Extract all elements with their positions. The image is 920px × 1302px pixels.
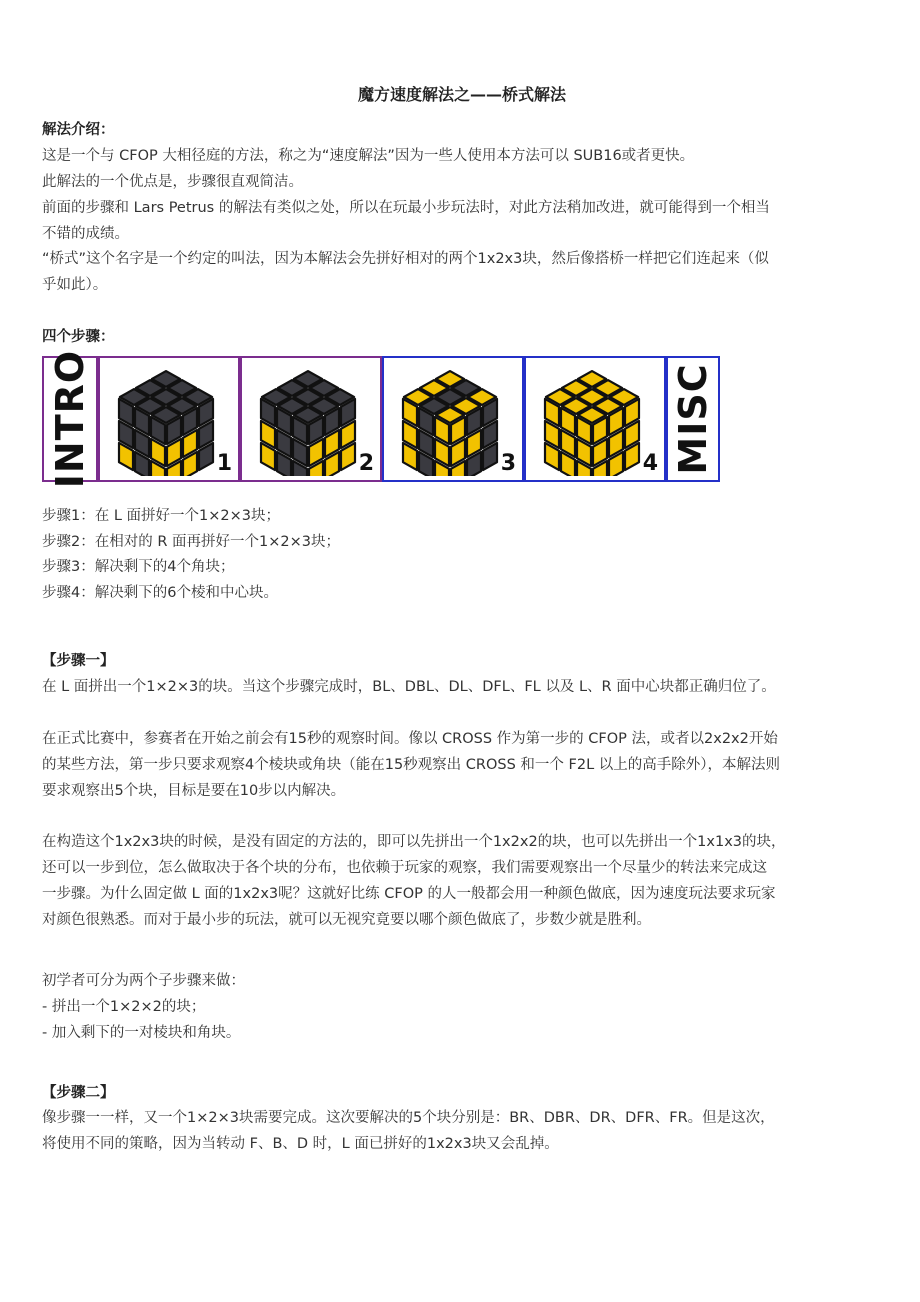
step1-text: 初学者可分为两个子步骤来做： — [42, 973, 245, 989]
intro-panel — [42, 349, 98, 489]
step1-text: 一步骤。为什么固定做 L 面的1x2x3呢？这就好比练 CFOP 的人一般都会用一种颜色做底，因为速度玩法要求玩家 — [42, 886, 776, 902]
cube-step4-icon — [532, 364, 652, 476]
intro-line: 乎如此）。 — [42, 277, 108, 293]
cube-panel-1 — [98, 356, 240, 482]
intro-line: 前面的步骤和 Lars Petrus 的解法有类似之处，所以在玩最小步玩法时，对此方法稍加改进，就可能得到一个相当 — [42, 200, 770, 216]
step2-heading: 【步骤二】 — [42, 1085, 115, 1101]
cube-step3-icon — [390, 364, 510, 476]
steps-list-item: 步骤4：解决剩下的6个棱和中心块。 — [42, 585, 278, 601]
intro-line: “桥式”这个名字是一个约定的叫法，因为本解法会先拼好相对的两个1x2x3块，然后像搭桥一样把它们连起来（似 — [42, 251, 769, 267]
step1-heading: 【步骤一】 — [42, 653, 115, 669]
intro-label: INTRO — [48, 349, 92, 489]
steps-list-item: 步骤1：在 L 面拼好一个1×2×3块； — [42, 508, 280, 524]
page-title: 魔方速度解法之——桥式解法 — [357, 85, 566, 104]
step1-text: - 加入剩下的一对棱块和角块。 — [42, 1025, 241, 1041]
step2-text: 像步骤一一样，又一个1×2×3块需要完成。这次要解决的5个块分别是：BR、DBR、DR、DFR、FR。但是这次， — [42, 1110, 775, 1126]
cube-step2-icon — [248, 364, 368, 476]
intro-line: 这是一个与 CFOP 大相径庭的方法，称之为“速度解法”因为一些人使用本方法可以 SUB16或者更快。 — [42, 148, 695, 164]
steps-list-item: 步骤3：解决剩下的4个角块； — [42, 559, 235, 575]
step1-text: 在 L 面拼出一个1×2×3的块。当这个步骤完成时，BL、DBL、DL、DFL、FL 以及 L、R 面中心块都正确归位了。 — [42, 679, 776, 695]
panel-number: 1 — [216, 451, 232, 476]
intro-heading: 解法介绍： — [42, 122, 115, 138]
cube-panel-4 — [524, 356, 666, 482]
step1-text: 在构造这个1x2x3块的时候，是没有固定的方法的，即可以先拼出一个1x2x2的块，也可以先拼出一个1x1x3的块， — [42, 834, 786, 850]
misc-label: MISC — [671, 363, 715, 475]
step1-text: 对颜色很熟悉。而对于最小步的玩法，就可以无视究竟要以哪个颜色做底了，步数少就是胜利。 — [42, 912, 651, 928]
cube-panel-3 — [382, 356, 524, 482]
misc-panel — [666, 356, 720, 482]
step1-text: 的某些方法，第一步只要求观察4个棱块或角块（能在15秒观察出 CROSS 和一个 F2L 以上的高手除外），本解法则 — [42, 757, 781, 773]
step1-text: 在正式比赛中，参赛者在开始之前会有15秒的观察时间。像以 CROSS 作为第一步的 CFOP 法，或者以2x2x2开始 — [42, 731, 778, 747]
steps-heading: 四个步骤： — [42, 329, 115, 345]
panel-number: 3 — [500, 451, 516, 476]
step1-text: - 拼出一个1×2×2的块； — [42, 999, 206, 1015]
cube-panel-2 — [240, 356, 382, 482]
steps-list-item: 步骤2：在相对的 R 面再拼好一个1×2×3块； — [42, 534, 340, 550]
cube-step1-icon — [106, 364, 226, 476]
step2-text: 将使用不同的策略，因为当转动 F、B、D 时，L 面已拼好的1x2x3块又会乱掉。 — [42, 1136, 559, 1152]
intro-line: 不错的成绩。 — [42, 226, 129, 242]
intro-line: 此解法的一个优点是，步骤很直观简洁。 — [42, 174, 303, 190]
panel-number: 4 — [642, 451, 658, 476]
steps-banner-image — [42, 349, 730, 489]
step1-text: 要求观察出5个块，目标是要在10步以内解决。 — [42, 783, 346, 799]
step1-text: 还可以一步到位，怎么做取决于各个块的分布，也依赖于玩家的观察，我们需要观察出一个尽量少的转法来完成这 — [42, 860, 767, 876]
panel-number: 2 — [358, 451, 374, 476]
